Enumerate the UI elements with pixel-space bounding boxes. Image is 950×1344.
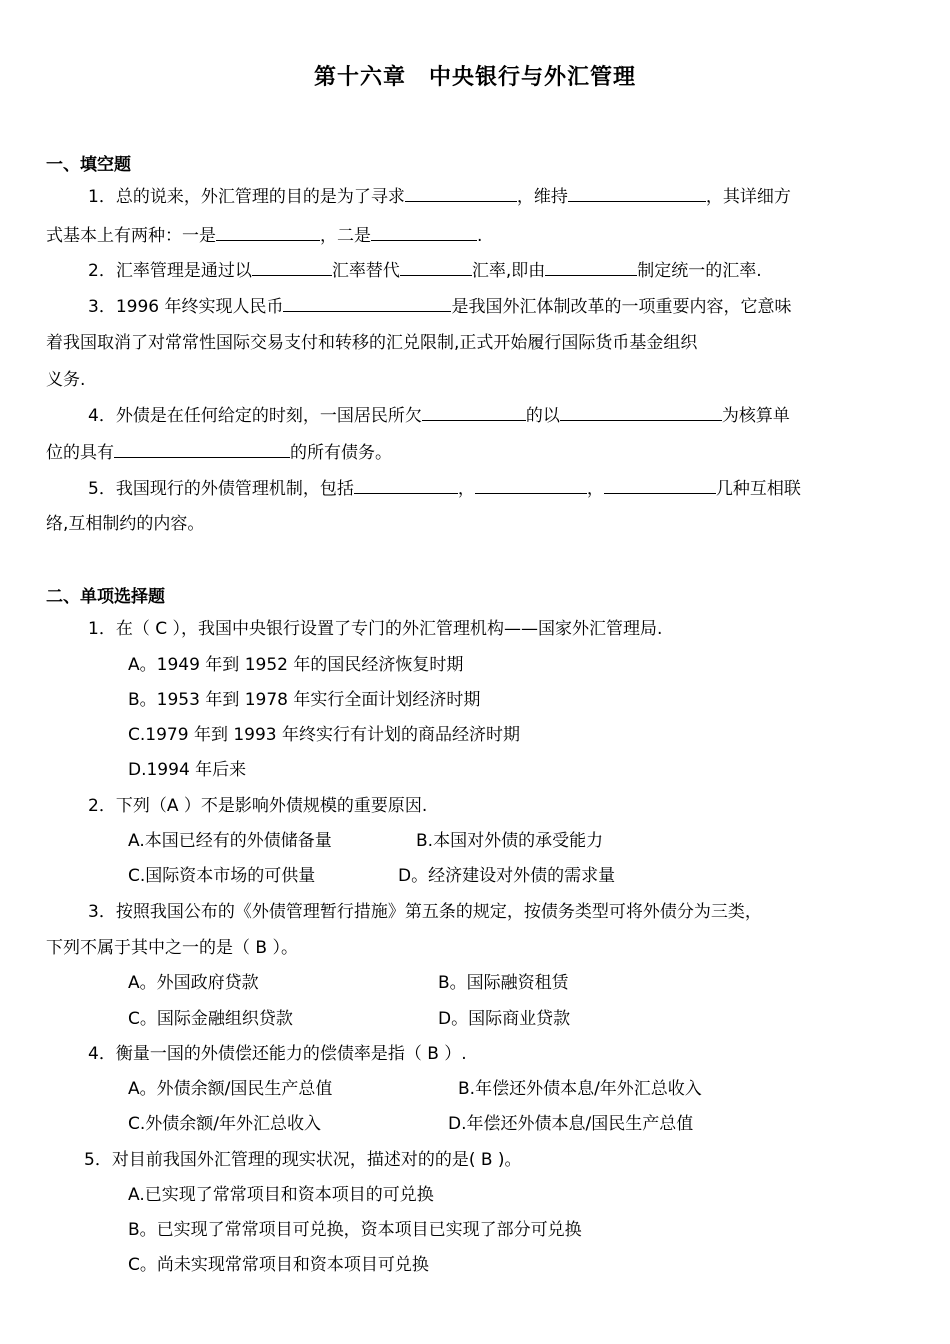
answer-blank xyxy=(568,185,706,202)
mc-q3-option-c: C。国际金融组织贷款 xyxy=(128,1009,293,1029)
mc-q3-option-a: A。外国政府贷款 xyxy=(128,973,259,993)
answer-blank xyxy=(560,404,722,421)
mc-q4-option-a: A。外债余额/国民生产总值 xyxy=(128,1079,333,1099)
mc-q1-option-b: B。1953 年到 1978 年实行全面计划经济时期 xyxy=(128,690,481,710)
mc-q4-stem: 4．衡量一国的外债偿还能力的偿债率是指（ B ）. xyxy=(88,1044,467,1064)
text: 为核算单 xyxy=(721,406,790,426)
mc-q3-stem-line2: 下列不属于其中之一的是（ B ）。 xyxy=(46,938,298,958)
mc-q3-option-b: B。国际融资租赁 xyxy=(438,973,569,993)
mc-q2-option-c: C.国际资本市场的可供量 xyxy=(128,866,316,886)
text: 的以 xyxy=(525,406,560,426)
section-heading-fill-in: 一、填空题 xyxy=(46,155,131,175)
fill-q3-line2: 着我国取消了对常常性国际交易支付和转移的汇兑限制,正式开始履行国际货币基金组织 xyxy=(46,333,698,353)
mc-q1-option-c: C.1979 年到 1993 年终实行有计划的商品经济时期 xyxy=(128,725,521,745)
mc-q1-stem: 1．在（ C ），我国中央银行设置了专门的外汇管理机构——国家外汇管理局. xyxy=(88,619,663,639)
fill-q4-line1 xyxy=(88,404,790,427)
text: 式基本上有两种：一是 xyxy=(46,226,216,246)
mc-q1-option-a: A。1949 年到 1952 年的国民经济恢复时期 xyxy=(128,655,464,675)
answer-blank xyxy=(400,259,472,276)
mc-q4-option-c: C.外债余额/年外汇总收入 xyxy=(128,1114,322,1134)
mc-q5-option-a: A.已实现了常常项目和资本项目的可兑换 xyxy=(128,1185,434,1205)
answer-blank xyxy=(354,477,458,494)
answer-blank xyxy=(252,259,332,276)
text: 位的具有 xyxy=(46,443,114,463)
mc-q1-option-d: D.1994 年后来 xyxy=(128,760,247,780)
text: 几种互相联 xyxy=(715,479,801,499)
fill-q3-line3: 义务. xyxy=(46,370,86,390)
text: ， xyxy=(586,479,604,499)
text: 是我国外汇体制改革的一项重要内容，它意味 xyxy=(451,297,792,317)
mc-q2-stem: 2．下列（A ）不是影响外债规模的重要原因. xyxy=(88,796,428,816)
mc-q4-option-d: D.年偿还外债本息/国民生产总值 xyxy=(448,1114,694,1134)
fill-q4-line2 xyxy=(46,441,392,464)
text: ， xyxy=(457,479,475,499)
text: 3．1996 年终实现人民币 xyxy=(88,297,284,317)
text: ，二是 xyxy=(320,226,371,246)
answer-blank xyxy=(422,404,526,421)
answer-blank xyxy=(216,224,320,241)
answer-blank xyxy=(545,259,637,276)
answer-blank xyxy=(371,224,477,241)
text: 汇率替代 xyxy=(331,261,400,281)
answer-blank xyxy=(405,185,517,202)
mc-q5-option-c: C。尚未实现常常项目和资本项目可兑换 xyxy=(128,1255,429,1275)
text: 5．我国现行的外债管理机制，包括 xyxy=(88,479,354,499)
answer-blank xyxy=(114,441,290,458)
fill-q1-line1 xyxy=(88,185,791,208)
fill-q5-line2: 络,互相制约的内容。 xyxy=(46,514,205,534)
fill-q1-line2 xyxy=(46,224,482,247)
mc-q2-option-d: D。经济建设对外债的需求量 xyxy=(398,866,616,886)
fill-q3-line1 xyxy=(88,295,791,318)
answer-blank xyxy=(604,477,716,494)
section-heading-multiple-choice: 二、单项选择题 xyxy=(46,587,165,607)
text: 的所有债务。 xyxy=(290,443,392,463)
mc-q3-option-d: D。国际商业贷款 xyxy=(438,1009,571,1029)
mc-q3-stem-line1: 3．按照我国公布的《外债管理暂行措施》第五条的规定，按债务类型可将外债分为三类， xyxy=(88,902,762,922)
text: . xyxy=(477,226,483,246)
page-title: 第十六章 中央银行与外汇管理 xyxy=(313,65,636,90)
mc-q4-option-b: B.年偿还外债本息/年外汇总收入 xyxy=(458,1079,702,1099)
mc-q5-stem: 5．对目前我国外汇管理的现实状况，描述对的的是( B )。 xyxy=(84,1150,522,1170)
mc-q5-option-b: B。已实现了常常项目可兑换，资本项目已实现了部分可兑换 xyxy=(128,1220,582,1240)
mc-q2-option-b: B.本国对外债的承受能力 xyxy=(416,831,604,851)
text: 2．汇率管理是通过以 xyxy=(88,261,252,281)
answer-blank xyxy=(475,477,587,494)
text: 汇率,即由 xyxy=(471,261,546,281)
text: 1．总的说来，外汇管理的目的是为了寻求 xyxy=(88,187,405,207)
text: 4．外债是在任何给定的时刻，一国居民所欠 xyxy=(88,406,422,426)
text: 制定统一的汇率. xyxy=(637,261,762,281)
text: ，其详细方 xyxy=(705,187,791,207)
mc-q2-option-a: A.本国已经有的外债储备量 xyxy=(128,831,332,851)
fill-q2 xyxy=(88,259,762,282)
text: ，维持 xyxy=(516,187,568,207)
fill-q5-line1 xyxy=(88,477,801,500)
answer-blank xyxy=(283,295,451,312)
